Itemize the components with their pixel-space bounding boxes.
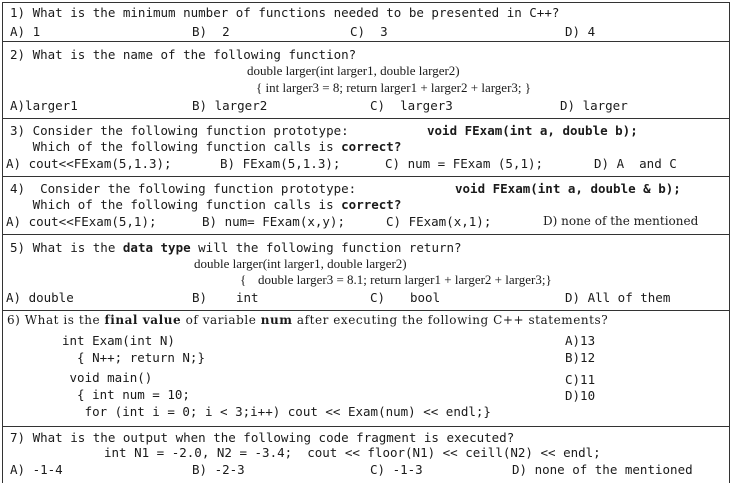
q5-option-d: D) All of them bbox=[565, 290, 671, 305]
q6-option-d: D)10 bbox=[565, 388, 596, 403]
q3-subquestion bbox=[10, 139, 401, 154]
q2-option-b: B) larger2 bbox=[192, 98, 268, 113]
q3-option-a: A) cout<<FExam(5,1.3); bbox=[6, 156, 172, 171]
q3-option-d: D) A and C bbox=[594, 156, 677, 171]
q3-prototype: void FExam(int a, double b); bbox=[427, 123, 638, 138]
q1-option-a: A) 1 bbox=[10, 24, 41, 39]
q6-option-b: B)12 bbox=[565, 350, 596, 365]
q4-option-c: C) FExam(x,1); bbox=[386, 214, 492, 229]
q5-code-line-2: double larger3 = 8.1; return larger1 + larger2 + larger3;} bbox=[258, 272, 552, 287]
q6-option-c: C)11 bbox=[565, 372, 596, 387]
q4-subquestion-emphasis: correct? bbox=[341, 197, 402, 212]
q2-option-a: A)larger1 bbox=[10, 98, 78, 113]
q5-option-c: bool bbox=[410, 290, 441, 305]
q4-option-a: A) cout<<FExam(5,1); bbox=[6, 214, 157, 229]
q1-option-d: D) 4 bbox=[565, 24, 596, 39]
divider bbox=[2, 426, 729, 427]
q2-code-line-2: { int larger3 = 8; return larger1 + larger2 + larger3; } bbox=[256, 80, 532, 95]
q6-code-line: for (int i = 0; i < 3;i++) cout << Exam(num) << endl;} bbox=[62, 404, 491, 419]
q4-option-b: B) num= FExam(x,y); bbox=[202, 214, 345, 229]
q7-option-a: A) -1-4 bbox=[10, 462, 63, 477]
q4-prototype: void FExam(int a, double & b); bbox=[455, 181, 681, 196]
q5-text bbox=[10, 240, 462, 255]
q7-option-d: D) none of the mentioned bbox=[512, 462, 693, 477]
q5-code-line-1: double larger(int larger1, double larger2) bbox=[194, 256, 407, 271]
q6-text-start: 6) What is the bbox=[7, 313, 105, 327]
q2-text: 2) What is the name of the following function? bbox=[10, 47, 357, 62]
q7-text: 7) What is the output when the following code fragment is executed? bbox=[10, 430, 515, 445]
q6-code-line: void main() bbox=[62, 370, 153, 385]
divider bbox=[2, 310, 729, 311]
q6-code-line: { int num = 10; bbox=[62, 387, 190, 402]
divider bbox=[2, 118, 729, 119]
q5-option-b: int bbox=[236, 290, 259, 305]
q6-text-emphasis-1: final value bbox=[104, 313, 182, 327]
q1-option-c: C) 3 bbox=[350, 24, 388, 39]
divider bbox=[2, 234, 729, 235]
q6-text-emphasis-2: num bbox=[260, 313, 293, 327]
q5-text-emphasis: data type bbox=[122, 240, 191, 255]
q3-subquestion-text: Which of the following function calls is bbox=[10, 139, 342, 154]
q5-text-end: will the following function return? bbox=[190, 240, 462, 255]
q2-code-line-1: double larger(int larger1, double larger2) bbox=[247, 63, 460, 78]
q2-option-c: C) larger3 bbox=[370, 98, 453, 113]
divider bbox=[2, 41, 729, 42]
q3-subquestion-emphasis: correct? bbox=[341, 139, 402, 154]
q5-text-start: 5) What is the bbox=[10, 240, 123, 255]
q2-option-d: D) larger bbox=[560, 98, 628, 113]
q1-text: 1) What is the minimum number of functions needed to be presented in C++? bbox=[10, 5, 560, 20]
q4-subquestion-text: Which of the following function calls is bbox=[10, 197, 342, 212]
q5-option-c-label: C) bbox=[370, 290, 386, 305]
q7-option-b: B) -2-3 bbox=[192, 462, 245, 477]
q4-subquestion bbox=[10, 197, 401, 212]
q3-option-b: B) FExam(5,1.3); bbox=[220, 156, 341, 171]
q4-option-d: D) none of the mentioned bbox=[543, 214, 699, 228]
q7-option-c: C) -1-3 bbox=[370, 462, 423, 477]
q6-text-end: after executing the following C++ statements? bbox=[292, 313, 609, 327]
q6-text bbox=[7, 313, 608, 328]
q5-option-b-label: B) bbox=[192, 290, 208, 305]
q3-option-c: C) num = FExam (5,1); bbox=[385, 156, 544, 171]
q5-code-brace: { bbox=[240, 272, 247, 287]
q1-option-b: B) 2 bbox=[192, 24, 230, 39]
q6-option-a: A)13 bbox=[565, 333, 596, 348]
q4-text: 4) Consider the following function prototype: bbox=[10, 181, 357, 196]
q7-code: int N1 = -2.0, N2 = -3.4; cout << floor(N1) << ceill(N2) << endl; bbox=[104, 445, 601, 460]
divider bbox=[2, 176, 729, 177]
q6-code-line: { N++; return N;} bbox=[62, 350, 205, 365]
q5-option-a: A) double bbox=[6, 290, 74, 305]
q6-code-line: int Exam(int N) bbox=[62, 333, 175, 348]
q3-text: 3) Consider the following function prototype: bbox=[10, 123, 349, 138]
q6-text-middle: of variable bbox=[181, 313, 261, 327]
